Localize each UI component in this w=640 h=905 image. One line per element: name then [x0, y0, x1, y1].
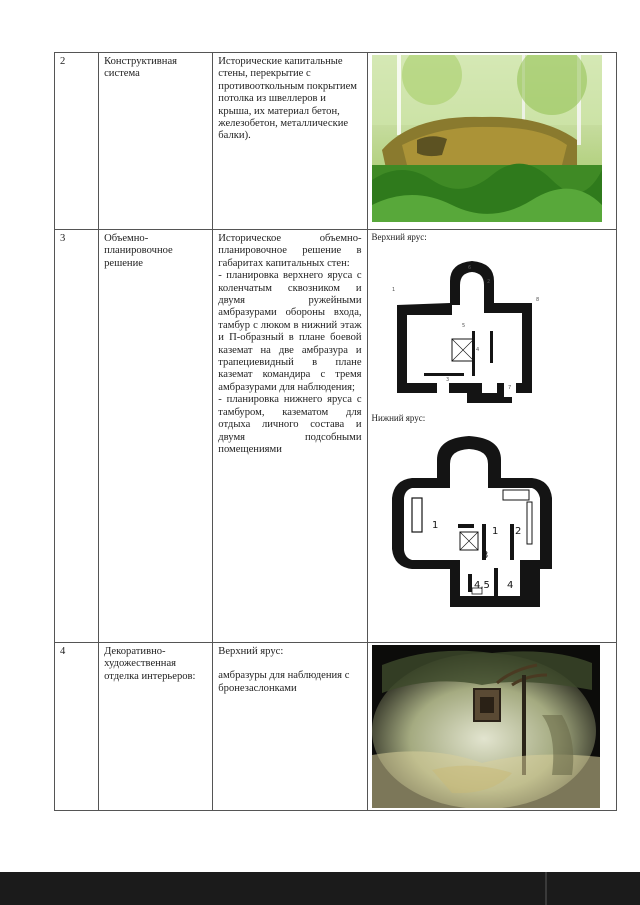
plan-mark: 3 — [445, 377, 449, 383]
row-number: 4 — [55, 643, 99, 811]
table-row — [55, 230, 617, 643]
row-title: Объемно-планировочное решение — [99, 230, 213, 643]
description-intro: Верхний ярус: — [218, 646, 284, 657]
lower-tier-label: Нижний ярус: — [371, 413, 426, 423]
plan-mark: 1 — [391, 287, 395, 293]
interior-embrasure-photo — [372, 645, 600, 808]
description-intro: Историческое объемно-планировочное решение в габаритах капитальных стен: — [218, 233, 362, 269]
table-row — [55, 53, 617, 230]
row-description: Исторические капитальные стены, перекрытие с противооткольным покрытием потолка из швеллеров и крыша, их материал бетон, железобетон, металлические балки). — [213, 53, 367, 230]
plan-mark: 4,5 — [473, 580, 490, 591]
table-row — [55, 643, 617, 811]
plan-mark: 1 — [491, 526, 498, 537]
plan-mark: 6 — [467, 265, 471, 271]
photo-cell — [367, 643, 616, 811]
description-item-upper: - планировка верхнего яруса с коленчатым сквозником и двумя ружейными амбразурами обороны входа, тамбур с люком в нижний этаж и П-образный в плане боевой каземат на две амбразура и трапециевидный в плане каземат командира с тремя амбразурами для наблюдения; — [218, 270, 362, 393]
row-description — [213, 643, 367, 811]
description-item-lower: - планировка нижнего яруса с тамбуром, казематом для отдыха личного состава и двумя подсобными помещениями — [218, 394, 362, 455]
plan-mark: 5 — [461, 323, 465, 329]
plan-mark: 2 — [514, 526, 521, 537]
plan-mark: 2 — [486, 279, 490, 285]
upper-tier-label: Верхний ярус: — [371, 232, 427, 242]
row-description — [213, 230, 367, 643]
plan-mark: 7 — [507, 385, 511, 391]
plan-mark: 3 — [481, 550, 488, 561]
row-title: Конструктивная система — [99, 53, 213, 230]
row-number: 2 — [55, 53, 99, 230]
plans-cell — [367, 230, 616, 643]
description-item: амбразуры для наблюдения с бронезаслонками — [218, 670, 350, 694]
plan-mark: 4 — [475, 347, 479, 353]
lower-tier-floor-plan — [372, 424, 602, 616]
plan-mark: 1 — [431, 520, 438, 531]
row-title: Декоративно-художественная отделка интерьеров: — [99, 643, 213, 811]
plan-mark: 8 — [535, 297, 539, 303]
plan-mark: 4 — [506, 580, 513, 591]
register-table — [54, 52, 617, 811]
upper-tier-floor-plan — [372, 243, 602, 413]
scan-bottom-edge — [0, 872, 640, 905]
bunker-exterior-photo — [372, 55, 602, 222]
row-number: 3 — [55, 230, 99, 643]
photo-cell — [367, 53, 616, 230]
